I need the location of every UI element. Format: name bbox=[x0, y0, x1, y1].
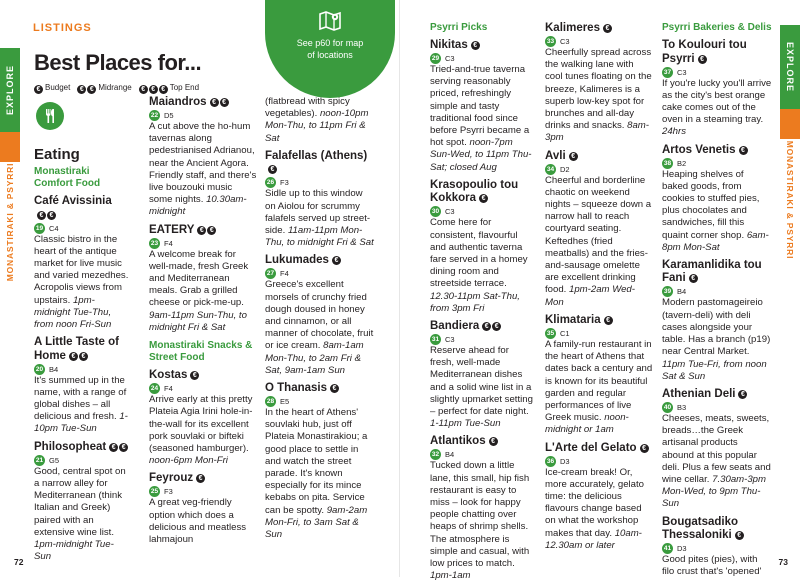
listing-name[interactable] bbox=[662, 516, 772, 543]
map-reference[interactable] bbox=[430, 449, 535, 461]
euro-icon: € bbox=[479, 194, 488, 203]
explore-tab-left[interactable]: EXPLORE bbox=[0, 48, 20, 132]
listing-title: EATERY bbox=[149, 223, 195, 236]
map-reference[interactable] bbox=[265, 395, 375, 407]
grid-reference: B4 bbox=[49, 364, 59, 374]
euro-icon: € bbox=[471, 41, 480, 50]
map-reference[interactable] bbox=[662, 286, 772, 298]
listing-continuation bbox=[265, 96, 375, 145]
listing-name[interactable] bbox=[545, 314, 653, 328]
map-callout[interactable] bbox=[265, 0, 395, 98]
euro-icon: € bbox=[197, 226, 206, 235]
column-4 bbox=[430, 22, 535, 582]
listing-description: Reserve ahead for fresh, well-made Mediterranean dishes and a solid wine list in a slightly upmarket setting – perfect for date night. bbox=[430, 345, 533, 418]
price-indicator bbox=[37, 211, 56, 220]
euro-icon: € bbox=[207, 226, 216, 235]
grid-reference: G5 bbox=[49, 455, 60, 465]
listing-hours: 6am-8pm Mon-Sat bbox=[662, 229, 769, 253]
euro-icon: € bbox=[69, 352, 78, 361]
listing-title: Karamanlidika tou Fani bbox=[662, 258, 762, 285]
listing-title: To Koulouri tou Psyrri bbox=[662, 39, 747, 65]
map-reference[interactable] bbox=[149, 110, 257, 122]
listing-hours: noon-midnight or 1am bbox=[545, 412, 629, 436]
listing-title: Atlantikos bbox=[430, 435, 486, 448]
map-reference[interactable] bbox=[662, 401, 772, 413]
euro-icon: € bbox=[268, 165, 277, 174]
listing-body bbox=[34, 375, 130, 436]
listing-title: Artos Venetis bbox=[662, 143, 736, 156]
euro-icon: € bbox=[210, 98, 219, 107]
area-label-right: MONASTIRAKI & PSYRRI bbox=[785, 140, 796, 260]
euro-icon: € bbox=[689, 274, 698, 283]
listing-hours: 1pm-midnight Tue-Thu, from noon Fri-Sun bbox=[34, 294, 112, 330]
listing-description: A welcome break for well-made, fresh Greek and Mediterranean meals. Grab a grilled cheese or pick-me-up. bbox=[149, 248, 249, 309]
listing-title: Maiandros bbox=[149, 96, 207, 108]
grid-reference: E5 bbox=[280, 397, 290, 406]
listing-body bbox=[430, 460, 535, 582]
column-3 bbox=[265, 96, 375, 541]
euro-icon: € bbox=[489, 437, 498, 446]
euro-icon: € bbox=[79, 352, 88, 361]
map-reference[interactable] bbox=[662, 66, 772, 78]
listing-name[interactable] bbox=[430, 320, 535, 334]
map-pin-icon: 41 bbox=[663, 545, 672, 553]
listing-hours: 1-11pm Tue-Sun bbox=[430, 418, 501, 430]
listing-name[interactable] bbox=[34, 195, 130, 222]
listing-title: A Little Taste of Home bbox=[34, 336, 119, 362]
price-indicator bbox=[698, 55, 707, 64]
listing-name[interactable] bbox=[430, 39, 535, 53]
listing-body bbox=[265, 188, 375, 249]
euro-icon: € bbox=[739, 146, 748, 155]
price-indicator bbox=[197, 226, 216, 235]
explore-tab-right[interactable]: EXPLORE bbox=[780, 25, 800, 109]
listing-body bbox=[430, 217, 535, 315]
map-reference[interactable] bbox=[662, 543, 772, 555]
map-pin-icon: 39 bbox=[663, 288, 672, 296]
map-pin-icon: 26 bbox=[266, 179, 275, 187]
euro-icon: € bbox=[698, 55, 707, 64]
map-pin-icon: 36 bbox=[546, 457, 555, 465]
listing-title: Philosopheat bbox=[34, 440, 107, 453]
listing-title: Café Avissinia bbox=[34, 195, 112, 207]
grid-reference: B3 bbox=[677, 402, 687, 412]
listing-name[interactable] bbox=[430, 179, 535, 206]
listing-body bbox=[149, 121, 257, 219]
listing-hours: 1-10pm Tue-Sun bbox=[34, 411, 128, 435]
column-2 bbox=[149, 96, 257, 546]
map-pin-icon: 30 bbox=[431, 208, 440, 216]
map-pin-icon: 24 bbox=[150, 385, 159, 393]
listing-description: Arrive early at this pretty Plateia Agia Irini hole-in-the-wall for its excellent pork souvlaki or bifteki (seasoned hamburger). bbox=[149, 394, 253, 454]
grid-reference: F4 bbox=[280, 269, 289, 279]
map-pin-icon: 31 bbox=[431, 336, 440, 343]
price-indicator bbox=[482, 322, 501, 331]
listing-hours: 11pm Tue-Fri, from noon Sat & Sun bbox=[662, 358, 767, 382]
listing-name[interactable] bbox=[662, 259, 772, 286]
grid-reference: D3 bbox=[677, 544, 687, 554]
listing-title: Falafellas (Athens) bbox=[265, 149, 368, 162]
map-reference[interactable] bbox=[545, 327, 653, 339]
listing-hours: noon-10pm Mon-Thu, to 11pm Fri & Sat bbox=[265, 108, 369, 144]
listing-body bbox=[149, 497, 257, 546]
listing-name[interactable] bbox=[34, 441, 130, 455]
map-reference[interactable] bbox=[545, 455, 653, 467]
listing-body bbox=[662, 169, 772, 254]
euro-icon: € bbox=[640, 444, 649, 453]
euro-icon: € bbox=[190, 371, 199, 380]
price-indicator bbox=[268, 165, 277, 174]
right-page bbox=[400, 0, 800, 582]
listing-description: A cut above the ho-hum tavernas along pedestrianised Adrianou, near the Ancient Agora. Friendly staff, and there's live bouzouki music some nights. bbox=[149, 121, 257, 206]
price-indicator bbox=[69, 352, 88, 361]
listing-body bbox=[662, 78, 772, 139]
listing-hours: 9am-11pm Sun-Thu, to midnight Fri & Sat bbox=[149, 309, 247, 333]
euro-icon: € bbox=[47, 211, 56, 220]
listing-description: Heaping shelves of baked goods, from cookies to stuffed pies, plus chocolates and sandwiches, fill this quaint corner shop. bbox=[662, 168, 760, 241]
listing-hours: 8am-3pm bbox=[545, 120, 649, 144]
map-note-line2: of locations bbox=[307, 50, 353, 60]
area-marker-right bbox=[780, 109, 800, 139]
left-page bbox=[0, 0, 400, 577]
column-6 bbox=[662, 22, 772, 578]
listing-hours: 10.30am-midnight bbox=[149, 194, 247, 218]
map-reference[interactable] bbox=[545, 36, 653, 48]
euro-icon: € bbox=[569, 152, 578, 161]
listing-body bbox=[149, 394, 257, 467]
euro-icon: € bbox=[604, 316, 613, 325]
listing-name[interactable] bbox=[545, 150, 653, 164]
area-label-left: MONASTIRAKI & PSYRRI bbox=[5, 162, 16, 282]
euro-icon: € bbox=[220, 98, 229, 107]
section-label: LISTINGS bbox=[33, 22, 92, 34]
listing-hours: 8am-1am Mon-Thu, to 2am Fri & Sat, 9am-1am Sun bbox=[265, 340, 364, 376]
listing-description: Come here for consistent, flavourful and authentic taverna fare served in a homey dining room and streetside terrace. bbox=[430, 217, 528, 290]
category-heading: Monastiraki Comfort Food bbox=[34, 166, 101, 189]
price-indicator bbox=[604, 316, 613, 325]
grid-reference: C4 bbox=[49, 223, 59, 233]
listing-title: Athenian Deli bbox=[662, 387, 736, 400]
fork-knife-icon bbox=[36, 102, 64, 130]
listing-description: Tried-and-true taverna serving reasonably priced, refreshingly simple and tasty traditional food since before Psyrri became a hot spot. bbox=[430, 64, 530, 149]
map-pin-icon: 22 bbox=[150, 112, 159, 120]
listing-title: Kostas bbox=[149, 369, 188, 382]
price-indicator bbox=[210, 98, 229, 107]
listing-name[interactable] bbox=[662, 388, 772, 402]
listing-hours: 10am-12.30am or later bbox=[545, 527, 642, 551]
map-pin-icon: 38 bbox=[663, 159, 672, 167]
listing-description: Sidle up to this window on Aiolou for scrummy falafels served up street-side. bbox=[265, 188, 371, 236]
euro-icon: € bbox=[196, 474, 205, 483]
listing-description: Tucked down a little lane, this small, hip fish restaurant is easy to miss – look for happy people chatting over heaps of shrimp shells. The atmosphere is simple and casual, with low prices to match. bbox=[430, 460, 530, 570]
listing-hours: 1pm-midnight Tue-Sun bbox=[34, 538, 114, 563]
price-indicator bbox=[640, 444, 649, 453]
map-pin-icon: 27 bbox=[266, 270, 275, 278]
price-indicator bbox=[738, 390, 747, 399]
grid-reference: F3 bbox=[280, 178, 289, 188]
grid-reference: C1 bbox=[560, 328, 570, 338]
listing-name[interactable] bbox=[149, 96, 257, 110]
grid-reference: C3 bbox=[560, 37, 570, 47]
page-number-left: 72 bbox=[14, 557, 24, 567]
listing-hours: 1pm-2am Wed-Mon bbox=[545, 284, 635, 308]
listing-description: Modern pastomageireio (tavern-deli) with deli cases alongside your table. Has a branch (p19) near Central Market. bbox=[662, 297, 771, 358]
grid-reference: D3 bbox=[560, 456, 570, 466]
listing-hours: 1pm-1am bbox=[430, 570, 471, 582]
map-reference[interactable] bbox=[265, 177, 375, 189]
listing-body bbox=[149, 249, 257, 334]
listing-title: Bougatsadiko Thessaloniki bbox=[662, 515, 739, 542]
listing-name[interactable] bbox=[265, 150, 375, 177]
column-1 bbox=[34, 166, 130, 563]
map-reference[interactable] bbox=[34, 222, 130, 234]
map-reference[interactable] bbox=[149, 237, 257, 249]
listing-name[interactable] bbox=[662, 144, 772, 158]
listing-name[interactable] bbox=[149, 224, 257, 238]
euro-icon: € bbox=[37, 211, 46, 220]
map-reference[interactable] bbox=[34, 363, 130, 375]
grid-reference: C3 bbox=[677, 67, 687, 77]
listing-body bbox=[662, 297, 772, 382]
map-pin-icon: 21 bbox=[35, 456, 44, 464]
section-heading-eating: Eating bbox=[34, 146, 80, 163]
euro-icon: € bbox=[330, 384, 339, 393]
listing-title: Nikitas bbox=[430, 39, 468, 51]
listing-body bbox=[662, 554, 772, 578]
listing-title: Kalimeres bbox=[545, 22, 600, 34]
listing-body bbox=[265, 407, 375, 541]
listing-title: Krasopoulio tou Kokkora bbox=[430, 178, 519, 205]
listing-name[interactable] bbox=[430, 435, 535, 449]
listing-title: Klimataria bbox=[545, 313, 601, 326]
listing-body bbox=[34, 466, 130, 564]
listing-hours: 7.30am-3pm Mon-Wed, to 9pm Thu-Sun bbox=[662, 473, 766, 510]
euro-icon: € bbox=[482, 322, 491, 331]
listing-description: Good pites (pies), with filo crust that's 'opened' bbox=[662, 554, 762, 578]
area-marker-left bbox=[0, 132, 20, 162]
listing-name[interactable] bbox=[265, 382, 375, 396]
listing-body bbox=[545, 47, 653, 145]
price-indicator bbox=[330, 384, 339, 393]
listing-name[interactable] bbox=[545, 22, 653, 36]
euro-icon: € bbox=[492, 322, 501, 331]
listing-title: Avli bbox=[545, 149, 566, 162]
listing-description: Cheerful and borderline chaotic on weekend nights – squeeze down a narrow hall to reach courtyard seating. Keftedhes (fried meatballs) and the fries-and-sausage omelette are excellent drinking food. bbox=[545, 174, 652, 296]
grid-reference: B4 bbox=[677, 287, 687, 297]
map-pin-icon: 37 bbox=[663, 68, 672, 76]
price-indicator bbox=[569, 152, 578, 161]
grid-reference: B2 bbox=[677, 158, 687, 168]
grid-reference: F4 bbox=[164, 238, 173, 248]
listing-description: If you're lucky you'll arrive as the city's best orange cake comes out of the oven in a steaming tray. bbox=[662, 77, 772, 126]
listing-body bbox=[34, 234, 130, 332]
listing-description: Classic bistro in the heart of the antique market for live music and varied mezedhes. Acropolis views from upstairs. bbox=[34, 233, 129, 306]
price-indicator bbox=[489, 437, 498, 446]
map-pin-icon: 33 bbox=[546, 38, 555, 46]
price-indicator bbox=[471, 41, 480, 50]
listing-name[interactable] bbox=[34, 336, 130, 363]
listing-title: L'Arte del Gelato bbox=[545, 441, 637, 454]
map-pin-icon: 29 bbox=[431, 55, 440, 63]
map-pin-icon: 28 bbox=[266, 398, 275, 405]
map-reference[interactable] bbox=[149, 486, 257, 498]
listing-hours: 24hrs bbox=[662, 126, 686, 138]
map-reference[interactable] bbox=[34, 454, 130, 466]
listing-description: A family-run restaurant in the heart of Athens that dates back a century and is known for its beautiful garden and regular performances of live Greek music. bbox=[545, 338, 653, 424]
map-pin-icon: 20 bbox=[35, 365, 44, 373]
listing-body bbox=[545, 339, 653, 437]
listing-name[interactable] bbox=[265, 254, 375, 268]
listing-body bbox=[430, 64, 535, 174]
listing-body bbox=[430, 345, 535, 430]
map-reference[interactable] bbox=[430, 333, 535, 345]
listing-hours: noon-7pm Sun-Wed, to 11pm Thu-Sat; closed Aug bbox=[430, 137, 532, 173]
listing-description: Good, central spot on a narrow alley for Mediterranean (think Italian and Greek) paired with an extensive wine list. bbox=[34, 465, 126, 538]
price-indicator bbox=[196, 474, 205, 483]
map-reference[interactable] bbox=[149, 383, 257, 395]
map-reference[interactable] bbox=[265, 268, 375, 280]
listing-hours: noon-6pm Mon-Fri bbox=[149, 455, 228, 467]
map-pin-icon: 25 bbox=[150, 488, 159, 496]
price-indicator bbox=[735, 531, 744, 540]
grid-reference: C3 bbox=[445, 54, 455, 64]
map-reference[interactable] bbox=[662, 157, 772, 169]
map-reference[interactable] bbox=[430, 206, 535, 218]
page-title: Best Places for... bbox=[34, 50, 202, 75]
map-pin-icon: 40 bbox=[663, 403, 672, 411]
map-icon bbox=[317, 8, 343, 34]
euro-icon: € bbox=[332, 256, 341, 265]
listing-title: Bandiera bbox=[430, 319, 480, 332]
price-indicator bbox=[689, 274, 698, 283]
euro-icon: € bbox=[603, 24, 612, 33]
listing-title: O Thanasis bbox=[265, 381, 327, 394]
listing-hours: 9am-2am Mon-Fri, to 3am Sat & Sun bbox=[265, 504, 368, 541]
grid-reference: D5 bbox=[164, 111, 174, 121]
listing-title: Feyrouz bbox=[149, 472, 194, 485]
euro-icon: € bbox=[109, 443, 118, 452]
page-number-right: 73 bbox=[778, 557, 788, 567]
category-heading: Psyrri Bakeries & Delis bbox=[662, 22, 772, 33]
map-pin-icon: 23 bbox=[150, 239, 159, 247]
price-legend: € Budget € € Midrange € € € Top End bbox=[34, 82, 199, 94]
listing-body bbox=[545, 175, 653, 309]
price-indicator bbox=[479, 194, 488, 203]
price-indicator bbox=[739, 146, 748, 155]
grid-reference: F4 bbox=[164, 384, 173, 394]
listing-description: (flatbread with spicy vegetables). bbox=[265, 96, 350, 120]
listing-title: Lukumades bbox=[265, 254, 329, 267]
map-pin-icon: 19 bbox=[35, 224, 44, 232]
grid-reference: C3 bbox=[445, 335, 455, 344]
grid-reference: F3 bbox=[164, 487, 173, 497]
listing-hours: 11am-11pm Mon-Thu, to midnight Fri & Sat bbox=[265, 224, 374, 249]
listing-body bbox=[545, 467, 653, 552]
category-heading: Psyrri Picks bbox=[430, 22, 488, 33]
grid-reference: D2 bbox=[560, 164, 570, 174]
map-pin-icon: 34 bbox=[546, 165, 555, 173]
listing-body bbox=[265, 279, 375, 377]
listing-description: It's summed up in the name, with a range of global dishes – all delicious and fresh. bbox=[34, 374, 127, 423]
map-reference[interactable] bbox=[430, 53, 535, 65]
listing-name[interactable] bbox=[662, 39, 772, 66]
price-indicator bbox=[190, 371, 199, 380]
euro-icon: € bbox=[119, 443, 128, 452]
category-heading: Monastiraki Snacks & Street Food bbox=[149, 340, 253, 364]
listing-name[interactable] bbox=[149, 472, 257, 486]
listing-description: Cheeses, meats, sweets, breads…the Greek artisanal products abound at this popular deli. Plus a few seats and wine cellar. bbox=[662, 412, 771, 485]
grid-reference: B4 bbox=[445, 450, 455, 460]
listing-description: Ice-cream break! Or, more accurately, gelato time: the delicious flavours change based on what the workshop makes that day. bbox=[545, 466, 645, 539]
listing-description: In the heart of Athens' souvlaki hub, just off Plateia Monastirakiou; a good place to settle in and watch the street parade. It's known especially for its mince kebabs on pita. Service can be spotty. bbox=[265, 407, 368, 516]
listing-hours: 12.30-11pm Sat-Thu, from 3pm Fri bbox=[430, 290, 520, 314]
euro-icon: € bbox=[738, 390, 747, 399]
euro-icon: € bbox=[735, 531, 744, 540]
column-5 bbox=[545, 22, 653, 552]
map-pin-icon: 32 bbox=[431, 451, 440, 459]
price-indicator bbox=[109, 443, 128, 452]
listing-description: Greece's excellent morsels of crunchy fried dough doused in honey and cinnamon, or all manner of chocolate, fruit or ice cream. bbox=[265, 279, 374, 352]
map-reference[interactable] bbox=[545, 163, 653, 175]
grid-reference: C3 bbox=[445, 207, 455, 217]
listing-description: Cheerfully spread across the walking lane with cool tunes floating on the breeze, Kalimeres is a superb low-key spot for brunches and all-day drinks and snacks. bbox=[545, 47, 652, 132]
listing-body bbox=[662, 413, 772, 511]
price-indicator bbox=[332, 256, 341, 265]
listing-name[interactable] bbox=[545, 442, 653, 456]
price-indicator bbox=[603, 24, 612, 33]
listing-name[interactable] bbox=[149, 369, 257, 383]
listing-description: A great veg-friendly option which does a delicious and meatless lahmajoun bbox=[149, 497, 247, 545]
map-note-line1: See p60 for map bbox=[296, 38, 364, 48]
map-pin-icon: 35 bbox=[546, 329, 555, 337]
